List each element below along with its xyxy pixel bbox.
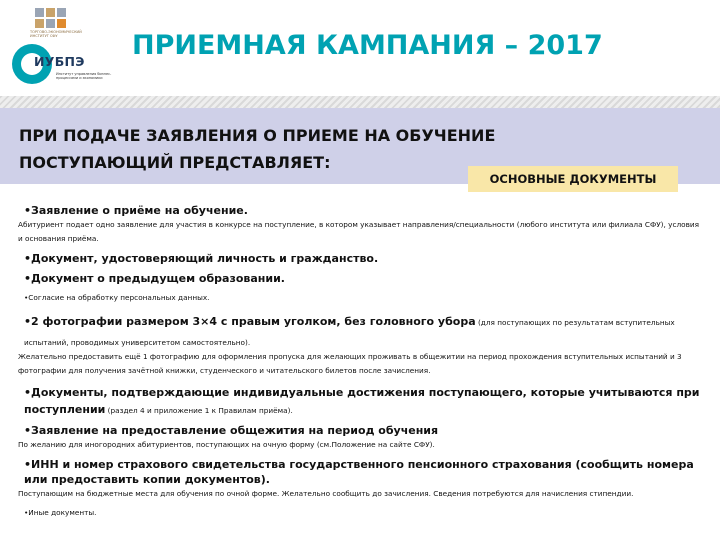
iubpe-logo-label: ИУБПЭ: [34, 54, 85, 69]
page-title: ПРИЕМНАЯ КАМПАНИЯ – 2017: [132, 30, 603, 61]
decorative-stripe: [0, 96, 720, 108]
item-title: •ИНН и номер страхового свидетельства государственного пенсионного страхования (сообщить номера или предоставить копии документов).: [24, 458, 694, 486]
item-title: •Документ, удостоверяющий личность и гражданство.: [24, 252, 379, 265]
list-item: [18, 291, 702, 305]
item-title: •Документ о предыдущем образовании.: [24, 272, 285, 285]
item-title: •Документы, подтверждающие индивидуальные достижения поступающего, которые учитываются при поступлении: [24, 386, 700, 416]
item-detail: •Согласие на обработку персональных данных.: [24, 293, 210, 302]
heading-line-2: ПОСТУПАЮЩИЙ ПРЕДСТАВЛЯЕТ:: [19, 153, 331, 172]
documents-list: [18, 203, 702, 520]
item-title: •Заявление на предоставление общежития на период обучения: [24, 424, 439, 437]
list-item: [18, 310, 702, 378]
item-detail: •Иные документы.: [24, 508, 97, 517]
list-item: [18, 271, 702, 286]
documents-badge: ОСНОВНЫЕ ДОКУМЕНТЫ: [468, 166, 678, 192]
list-item: [18, 457, 702, 501]
list-item: [18, 203, 702, 246]
item-detail: Желательно предоставить ещё 1 фотографию для оформления пропуска для желающих проживать в общежитии на период прохождения вступительных испытаний и 3 фотографии для получения зачётной книжки, студенческого и читательского билетов после зачисления.: [18, 352, 682, 375]
list-item: [18, 251, 702, 266]
heading-line-1: ПРИ ПОДАЧЕ ЗАЯВЛЕНИЯ О ПРИЕМЕ НА ОБУЧЕНИЕ: [19, 126, 496, 145]
item-title: •Заявление о приёме на обучение.: [24, 204, 248, 217]
list-item: [18, 506, 702, 520]
item-title: •2 фотографии размером 3×4 с правым уголком, без головного убора: [24, 315, 476, 328]
list-item: [18, 383, 702, 418]
item-detail: Абитуриент подает одно заявление для участия в конкурсе на поступление, в котором указывает направления/специальности (любого института или филиала СФУ), условия и основания приёма.: [18, 220, 700, 243]
item-note: (раздел 4 и приложение 1 к Правилам приёма).: [105, 406, 293, 415]
item-detail: По желанию для иногородних абитуриентов, поступающих на очную форму (см.Положение на сайте СФУ).: [18, 440, 435, 449]
list-item: [18, 423, 702, 452]
institute-logo-caption: ТОРГОВО-ЭКОНОМИЧЕСКИЙ ИНСТИТУТ СФУ: [30, 30, 82, 38]
iubpe-logo-caption: Институт управления бизнес-процессами и экономики: [56, 72, 112, 80]
item-note: (для поступающих по результатам вступительных испытаний, проводимых университетом самостоятельно).: [24, 318, 675, 347]
item-detail: Поступающим на бюджетные места для обучения по очной форме. Желательно сообщить до зачисления. Сведения потребуются для начисления стипендии.: [18, 489, 634, 498]
header: [0, 0, 720, 96]
